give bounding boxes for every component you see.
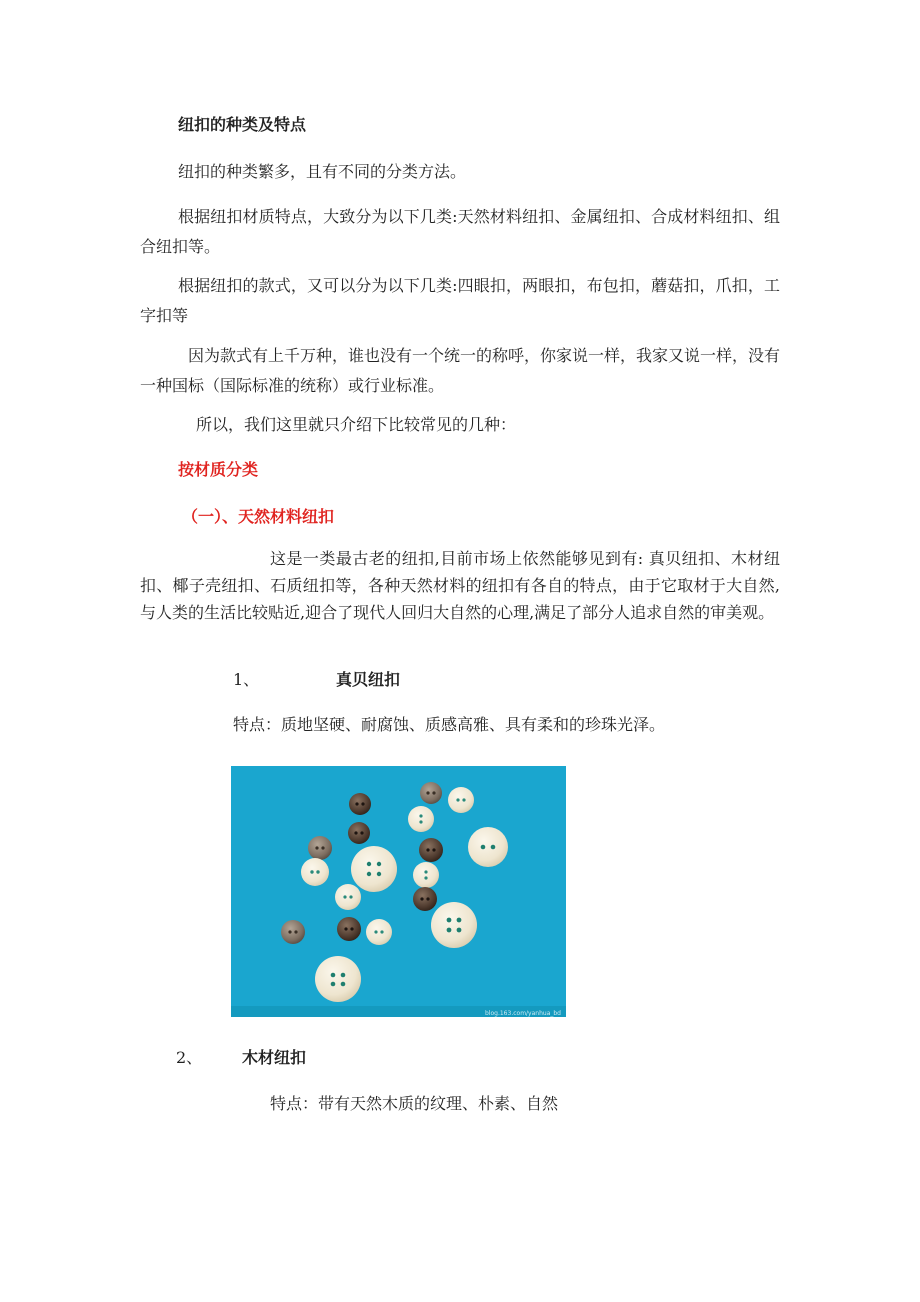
button-12	[335, 884, 361, 910]
section-heading: 按材质分类	[178, 460, 259, 479]
button-13	[413, 887, 437, 911]
natural-materials-paragraph: 这是一类最古老的纽扣,目前市场上依然能够见到有: 真贝纽扣、木材纽扣、椰子壳纽扣、石质纽扣等，各种天然材料的纽扣有各自的特点，由于它取材于大自然,与人类的生活比较贴近,迎合了现代人回归大自然的心理,满足了部分人追求自然的审美观。	[140, 549, 780, 622]
button-2	[420, 782, 442, 804]
button-17	[366, 919, 392, 945]
button-9	[351, 846, 397, 892]
item1-name: 真贝纽扣	[336, 670, 401, 689]
no-standard-paragraph: 因为款式有上千万种，谁也没有一个统一的称呼，你家说一样，我家又说一样，没有一种国标（国际标准的统称）或行业标准。	[140, 346, 781, 395]
item1-number: 1、	[233, 670, 260, 689]
button-14	[431, 902, 477, 948]
photo-watermark: blog.163.com/yanhua_bd	[485, 1010, 561, 1017]
button-4	[408, 806, 434, 832]
button-3	[448, 787, 474, 813]
button-11	[413, 862, 439, 888]
item2-number: 2、	[176, 1048, 203, 1067]
button-10	[301, 858, 329, 886]
button-5	[348, 822, 370, 844]
item2-feature: 特点：带有天然木质的纹理、朴素、自然	[270, 1094, 559, 1113]
material-classification-paragraph: 根据纽扣材质特点，大致分为以下几类:天然材料纽扣、金属纽扣、合成材料纽扣、组合纽扣等。	[140, 207, 780, 256]
button-18	[315, 956, 361, 1002]
style-classification-paragraph: 根据纽扣的款式，又可以分为以下几类:四眼扣，两眼扣，布包扣，蘑菇扣，爪扣，工字扣等	[140, 276, 780, 325]
intro-paragraph: 纽扣的种类繁多，且有不同的分类方法。	[178, 162, 467, 181]
button-7	[468, 827, 508, 867]
button-15	[281, 920, 305, 944]
doc-title: 纽扣的种类及特点	[178, 115, 307, 134]
item2-name: 木材纽扣	[242, 1048, 307, 1067]
button-8	[419, 838, 443, 862]
button-16	[337, 917, 361, 941]
button-6	[308, 836, 332, 860]
subsection-heading: （一）、天然材料纽扣	[182, 507, 335, 526]
button-1	[349, 793, 371, 815]
intro-common-types: 所以，我们这里就只介绍下比较常见的几种：	[196, 415, 517, 434]
shell-buttons-photo	[231, 766, 566, 1017]
item1-feature: 特点：质地坚硬、耐腐蚀、质感高雅、具有柔和的珍珠光泽。	[233, 715, 666, 734]
